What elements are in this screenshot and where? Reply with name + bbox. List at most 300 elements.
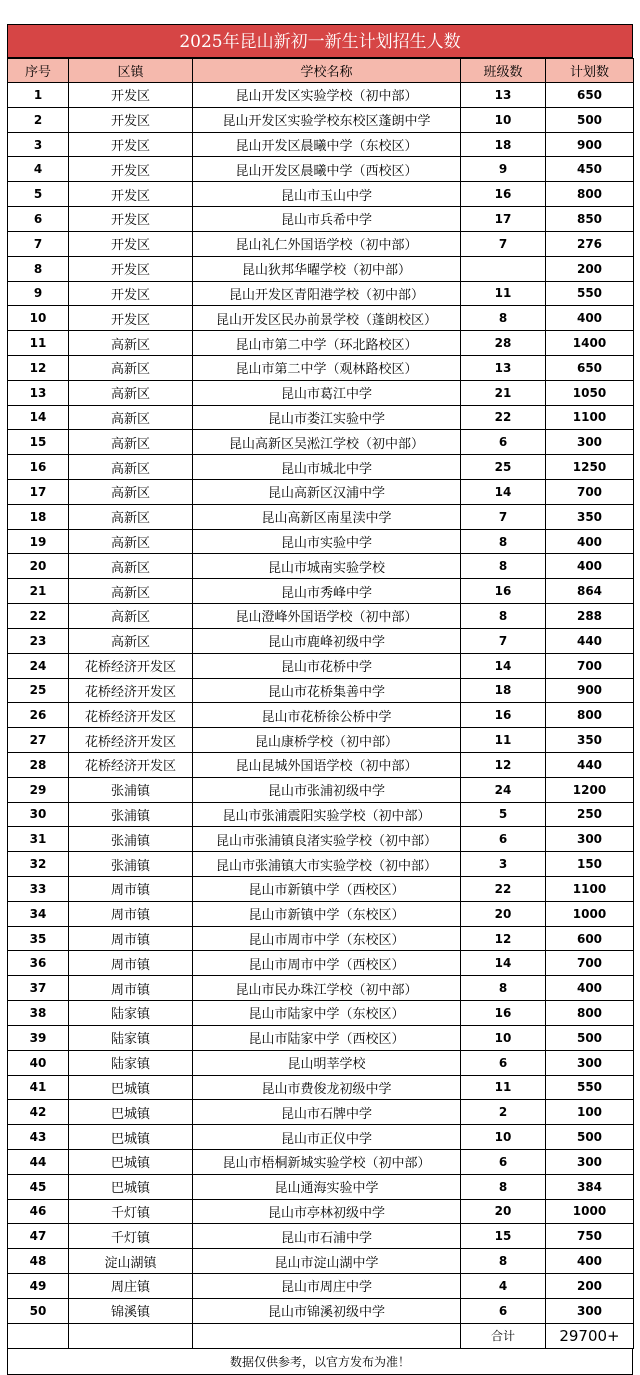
total-label: 合计 bbox=[461, 1323, 546, 1348]
cell-class-count: 22 bbox=[461, 405, 546, 430]
cell-plan-count: 440 bbox=[546, 752, 634, 777]
cell-class-count: 13 bbox=[461, 83, 546, 108]
cell-plan-count: 150 bbox=[546, 852, 634, 877]
cell-plan-count: 100 bbox=[546, 1100, 634, 1125]
cell-index: 40 bbox=[8, 1050, 69, 1075]
cell-plan-count: 276 bbox=[546, 231, 634, 256]
cell-class-count: 6 bbox=[461, 1298, 546, 1323]
table-row bbox=[8, 529, 634, 554]
cell-plan-count: 300 bbox=[546, 1298, 634, 1323]
cell-school-name: 昆山高新区汉浦中学 bbox=[193, 480, 461, 505]
cell-district: 锦溪镇 bbox=[69, 1298, 193, 1323]
cell-index: 28 bbox=[8, 752, 69, 777]
cell-school-name: 昆山高新区南星渎中学 bbox=[193, 504, 461, 529]
cell-index: 34 bbox=[8, 901, 69, 926]
cell-plan-count: 200 bbox=[546, 1274, 634, 1299]
cell-index: 13 bbox=[8, 380, 69, 405]
table-row bbox=[8, 281, 634, 306]
table-row bbox=[8, 405, 634, 430]
cell-class-count: 6 bbox=[461, 430, 546, 455]
cell-district: 花桥经济开发区 bbox=[69, 653, 193, 678]
cell-school-name: 昆山市陆家中学（西校区） bbox=[193, 1025, 461, 1050]
cell-plan-count: 400 bbox=[546, 1249, 634, 1274]
table-row bbox=[8, 1249, 634, 1274]
cell-class-count: 10 bbox=[461, 1125, 546, 1150]
cell-school-name: 昆山市正仪中学 bbox=[193, 1125, 461, 1150]
cell-school-name: 昆山市周市中学（东校区） bbox=[193, 926, 461, 951]
cell-class-count: 8 bbox=[461, 604, 546, 629]
cell-class-count: 7 bbox=[461, 231, 546, 256]
cell-district: 高新区 bbox=[69, 405, 193, 430]
cell-index: 32 bbox=[8, 852, 69, 877]
table-row bbox=[8, 852, 634, 877]
cell-class-count: 18 bbox=[461, 132, 546, 157]
cell-class-count: 20 bbox=[461, 901, 546, 926]
cell-plan-count: 400 bbox=[546, 529, 634, 554]
cell-plan-count: 250 bbox=[546, 802, 634, 827]
cell-index: 11 bbox=[8, 331, 69, 356]
cell-index: 23 bbox=[8, 628, 69, 653]
cell-plan-count: 350 bbox=[546, 504, 634, 529]
cell-district: 周市镇 bbox=[69, 951, 193, 976]
cell-class-count: 16 bbox=[461, 703, 546, 728]
cell-index: 22 bbox=[8, 604, 69, 629]
table-row bbox=[8, 1075, 634, 1100]
cell-district: 开发区 bbox=[69, 132, 193, 157]
cell-school-name: 昆山开发区实验学校东校区蓬朗中学 bbox=[193, 107, 461, 132]
cell-class-count: 12 bbox=[461, 752, 546, 777]
cell-district: 开发区 bbox=[69, 306, 193, 331]
total-value: 29700+ bbox=[546, 1323, 634, 1348]
cell-class-count: 25 bbox=[461, 455, 546, 480]
cell-school-name: 昆山市玉山中学 bbox=[193, 182, 461, 207]
cell-district: 陆家镇 bbox=[69, 1025, 193, 1050]
cell-index: 43 bbox=[8, 1125, 69, 1150]
cell-class-count: 20 bbox=[461, 1199, 546, 1224]
cell-index: 26 bbox=[8, 703, 69, 728]
cell-plan-count: 500 bbox=[546, 1125, 634, 1150]
cell-plan-count: 300 bbox=[546, 827, 634, 852]
cell-plan-count: 850 bbox=[546, 207, 634, 232]
cell-plan-count: 400 bbox=[546, 554, 634, 579]
cell-school-name: 昆山市秀峰中学 bbox=[193, 579, 461, 604]
table-row bbox=[8, 1199, 634, 1224]
cell-index: 1 bbox=[8, 83, 69, 108]
cell-index: 46 bbox=[8, 1199, 69, 1224]
table-row bbox=[8, 728, 634, 753]
cell-index: 31 bbox=[8, 827, 69, 852]
cell-school-name: 昆山市锦溪初级中学 bbox=[193, 1298, 461, 1323]
cell-district: 高新区 bbox=[69, 355, 193, 380]
cell-school-name: 昆山市花桥中学 bbox=[193, 653, 461, 678]
cell-class-count: 11 bbox=[461, 728, 546, 753]
cell-index: 3 bbox=[8, 132, 69, 157]
table-row bbox=[8, 207, 634, 232]
cell-district: 高新区 bbox=[69, 331, 193, 356]
cell-district: 花桥经济开发区 bbox=[69, 678, 193, 703]
cell-school-name: 昆山开发区实验学校（初中部） bbox=[193, 83, 461, 108]
cell-school-name: 昆山市张浦震阳实验学校（初中部） bbox=[193, 802, 461, 827]
cell-district: 巴城镇 bbox=[69, 1075, 193, 1100]
cell-index: 47 bbox=[8, 1224, 69, 1249]
cell-school-name: 昆山市花桥徐公桥中学 bbox=[193, 703, 461, 728]
table-row bbox=[8, 777, 634, 802]
cell-class-count: 13 bbox=[461, 355, 546, 380]
cell-index: 7 bbox=[8, 231, 69, 256]
table-row bbox=[8, 306, 634, 331]
cell-school-name: 昆山市民办珠江学校（初中部） bbox=[193, 976, 461, 1001]
cell-district: 巴城镇 bbox=[69, 1149, 193, 1174]
cell-class-count: 8 bbox=[461, 554, 546, 579]
cell-plan-count: 450 bbox=[546, 157, 634, 182]
cell-plan-count: 400 bbox=[546, 306, 634, 331]
cell-district: 花桥经济开发区 bbox=[69, 728, 193, 753]
table-row bbox=[8, 604, 634, 629]
cell-class-count: 22 bbox=[461, 877, 546, 902]
cell-class-count: 8 bbox=[461, 1174, 546, 1199]
cell-index: 12 bbox=[8, 355, 69, 380]
cell-index: 16 bbox=[8, 455, 69, 480]
footer-note: 数据仅供参考，以官方发布为准！ bbox=[7, 1349, 633, 1375]
cell-school-name: 昆山市城北中学 bbox=[193, 455, 461, 480]
cell-district: 陆家镇 bbox=[69, 1001, 193, 1026]
cell-index: 17 bbox=[8, 480, 69, 505]
table-row bbox=[8, 1298, 634, 1323]
cell-plan-count: 300 bbox=[546, 430, 634, 455]
cell-district: 高新区 bbox=[69, 455, 193, 480]
cell-plan-count: 500 bbox=[546, 107, 634, 132]
cell-district: 高新区 bbox=[69, 579, 193, 604]
cell-district: 巴城镇 bbox=[69, 1125, 193, 1150]
cell-plan-count: 500 bbox=[546, 1025, 634, 1050]
cell-class-count: 8 bbox=[461, 529, 546, 554]
cell-class-count: 18 bbox=[461, 678, 546, 703]
cell-plan-count: 1200 bbox=[546, 777, 634, 802]
table-row bbox=[8, 554, 634, 579]
table-row bbox=[8, 1125, 634, 1150]
table-row bbox=[8, 1149, 634, 1174]
cell-school-name: 昆山开发区民办前景学校（蓬朗校区） bbox=[193, 306, 461, 331]
cell-plan-count: 300 bbox=[546, 1050, 634, 1075]
cell-plan-count: 650 bbox=[546, 355, 634, 380]
cell-district: 开发区 bbox=[69, 182, 193, 207]
cell-index: 9 bbox=[8, 281, 69, 306]
cell-plan-count: 440 bbox=[546, 628, 634, 653]
cell-class-count: 9 bbox=[461, 157, 546, 182]
cell-district: 巴城镇 bbox=[69, 1174, 193, 1199]
table-row bbox=[8, 480, 634, 505]
cell-school-name: 昆山市鹿峰初级中学 bbox=[193, 628, 461, 653]
cell-school-name: 昆山昆城外国语学校（初中部） bbox=[193, 752, 461, 777]
table-row bbox=[8, 504, 634, 529]
cell-district: 淀山湖镇 bbox=[69, 1249, 193, 1274]
cell-index: 38 bbox=[8, 1001, 69, 1026]
cell-class-count: 8 bbox=[461, 1249, 546, 1274]
cell-school-name: 昆山市周市中学（西校区） bbox=[193, 951, 461, 976]
cell-class-count: 8 bbox=[461, 306, 546, 331]
cell-index: 36 bbox=[8, 951, 69, 976]
cell-school-name: 昆山明莘学校 bbox=[193, 1050, 461, 1075]
cell-district: 周市镇 bbox=[69, 901, 193, 926]
cell-index: 39 bbox=[8, 1025, 69, 1050]
sheet-title: 2025年昆山新初一新生计划招生人数 bbox=[7, 24, 633, 58]
cell-district: 巴城镇 bbox=[69, 1100, 193, 1125]
cell-class-count: 7 bbox=[461, 628, 546, 653]
cell-plan-count: 650 bbox=[546, 83, 634, 108]
cell-school-name: 昆山澄峰外国语学校（初中部） bbox=[193, 604, 461, 629]
cell-plan-count: 300 bbox=[546, 1149, 634, 1174]
table-row bbox=[8, 430, 634, 455]
cell-plan-count: 550 bbox=[546, 1075, 634, 1100]
cell-school-name: 昆山市石浦中学 bbox=[193, 1224, 461, 1249]
cell-index: 18 bbox=[8, 504, 69, 529]
header-class-count: 班级数 bbox=[461, 59, 546, 83]
cell-class-count: 28 bbox=[461, 331, 546, 356]
cell-district: 高新区 bbox=[69, 554, 193, 579]
cell-plan-count: 1050 bbox=[546, 380, 634, 405]
cell-index: 4 bbox=[8, 157, 69, 182]
cell-plan-count: 1000 bbox=[546, 1199, 634, 1224]
table-row bbox=[8, 107, 634, 132]
cell-school-name: 昆山市新镇中学（东校区） bbox=[193, 901, 461, 926]
cell-class-count bbox=[461, 256, 546, 281]
cell-school-name: 昆山市第二中学（观林路校区） bbox=[193, 355, 461, 380]
cell-district: 高新区 bbox=[69, 529, 193, 554]
cell-plan-count: 700 bbox=[546, 951, 634, 976]
cell-class-count: 11 bbox=[461, 1075, 546, 1100]
cell-district: 高新区 bbox=[69, 628, 193, 653]
cell-school-name: 昆山市石牌中学 bbox=[193, 1100, 461, 1125]
cell-school-name: 昆山市周庄中学 bbox=[193, 1274, 461, 1299]
cell-class-count: 17 bbox=[461, 207, 546, 232]
cell-class-count: 5 bbox=[461, 802, 546, 827]
cell-district: 高新区 bbox=[69, 380, 193, 405]
table-row bbox=[8, 951, 634, 976]
cell-district: 高新区 bbox=[69, 480, 193, 505]
cell-district: 张浦镇 bbox=[69, 777, 193, 802]
table-row bbox=[8, 1025, 634, 1050]
cell-plan-count: 550 bbox=[546, 281, 634, 306]
cell-index: 8 bbox=[8, 256, 69, 281]
cell-class-count: 21 bbox=[461, 380, 546, 405]
cell-school-name: 昆山市新镇中学（西校区） bbox=[193, 877, 461, 902]
cell-index: 2 bbox=[8, 107, 69, 132]
cell-class-count: 10 bbox=[461, 1025, 546, 1050]
cell-district: 开发区 bbox=[69, 83, 193, 108]
cell-school-name: 昆山市费俊龙初级中学 bbox=[193, 1075, 461, 1100]
cell-district: 周市镇 bbox=[69, 926, 193, 951]
table-row bbox=[8, 132, 634, 157]
enrollment-sheet bbox=[7, 24, 633, 1375]
table-body bbox=[8, 83, 634, 1324]
cell-district: 开发区 bbox=[69, 256, 193, 281]
table-row bbox=[8, 1274, 634, 1299]
cell-school-name: 昆山康桥学校（初中部） bbox=[193, 728, 461, 753]
cell-plan-count: 1100 bbox=[546, 877, 634, 902]
cell-school-name: 昆山市张浦初级中学 bbox=[193, 777, 461, 802]
cell-class-count: 14 bbox=[461, 653, 546, 678]
table-row bbox=[8, 182, 634, 207]
cell-class-count: 12 bbox=[461, 926, 546, 951]
table-row bbox=[8, 926, 634, 951]
cell-district: 花桥经济开发区 bbox=[69, 703, 193, 728]
cell-school-name: 昆山开发区晨曦中学（西校区） bbox=[193, 157, 461, 182]
cell-district: 千灯镇 bbox=[69, 1224, 193, 1249]
cell-plan-count: 1100 bbox=[546, 405, 634, 430]
cell-school-name: 昆山市第二中学（环北路校区） bbox=[193, 331, 461, 356]
cell-district: 花桥经济开发区 bbox=[69, 752, 193, 777]
table-row bbox=[8, 901, 634, 926]
cell-district: 周庄镇 bbox=[69, 1274, 193, 1299]
header-row bbox=[8, 59, 634, 83]
cell-index: 48 bbox=[8, 1249, 69, 1274]
cell-plan-count: 384 bbox=[546, 1174, 634, 1199]
cell-school-name: 昆山市葛江中学 bbox=[193, 380, 461, 405]
cell-index: 15 bbox=[8, 430, 69, 455]
cell-plan-count: 864 bbox=[546, 579, 634, 604]
cell-plan-count: 800 bbox=[546, 1001, 634, 1026]
cell-index: 24 bbox=[8, 653, 69, 678]
table-row bbox=[8, 703, 634, 728]
table-row bbox=[8, 83, 634, 108]
cell-class-count: 16 bbox=[461, 579, 546, 604]
cell-school-name: 昆山礼仁外国语学校（初中部） bbox=[193, 231, 461, 256]
cell-district: 开发区 bbox=[69, 107, 193, 132]
cell-district: 周市镇 bbox=[69, 877, 193, 902]
cell-index: 37 bbox=[8, 976, 69, 1001]
cell-plan-count: 200 bbox=[546, 256, 634, 281]
cell-district: 张浦镇 bbox=[69, 802, 193, 827]
cell-school-name: 昆山通海实验中学 bbox=[193, 1174, 461, 1199]
cell-plan-count: 600 bbox=[546, 926, 634, 951]
cell-index: 21 bbox=[8, 579, 69, 604]
cell-plan-count: 350 bbox=[546, 728, 634, 753]
cell-index: 6 bbox=[8, 207, 69, 232]
cell-district: 高新区 bbox=[69, 604, 193, 629]
table-row bbox=[8, 802, 634, 827]
cell-plan-count: 400 bbox=[546, 976, 634, 1001]
cell-district: 高新区 bbox=[69, 430, 193, 455]
cell-district: 陆家镇 bbox=[69, 1050, 193, 1075]
cell-index: 30 bbox=[8, 802, 69, 827]
cell-district: 开发区 bbox=[69, 281, 193, 306]
table-row bbox=[8, 1050, 634, 1075]
cell-plan-count: 288 bbox=[546, 604, 634, 629]
table-row bbox=[8, 1100, 634, 1125]
cell-index: 10 bbox=[8, 306, 69, 331]
table-row bbox=[8, 653, 634, 678]
cell-school-name: 昆山市花桥集善中学 bbox=[193, 678, 461, 703]
cell-class-count: 6 bbox=[461, 1050, 546, 1075]
header-index: 序号 bbox=[8, 59, 69, 83]
total-empty-cell bbox=[193, 1323, 461, 1348]
cell-plan-count: 800 bbox=[546, 182, 634, 207]
cell-class-count: 16 bbox=[461, 1001, 546, 1026]
cell-index: 5 bbox=[8, 182, 69, 207]
cell-school-name: 昆山狄邦华曜学校（初中部） bbox=[193, 256, 461, 281]
cell-plan-count: 800 bbox=[546, 703, 634, 728]
cell-index: 35 bbox=[8, 926, 69, 951]
cell-index: 44 bbox=[8, 1149, 69, 1174]
table-row bbox=[8, 579, 634, 604]
cell-index: 29 bbox=[8, 777, 69, 802]
table-row bbox=[8, 1224, 634, 1249]
cell-district: 开发区 bbox=[69, 207, 193, 232]
cell-district: 张浦镇 bbox=[69, 827, 193, 852]
table-row bbox=[8, 231, 634, 256]
cell-district: 开发区 bbox=[69, 157, 193, 182]
cell-class-count: 4 bbox=[461, 1274, 546, 1299]
cell-school-name: 昆山市陆家中学（东校区） bbox=[193, 1001, 461, 1026]
cell-index: 50 bbox=[8, 1298, 69, 1323]
table-row bbox=[8, 1001, 634, 1026]
table-row bbox=[8, 256, 634, 281]
table-row bbox=[8, 827, 634, 852]
cell-plan-count: 750 bbox=[546, 1224, 634, 1249]
enrollment-table bbox=[7, 58, 634, 1349]
cell-school-name: 昆山开发区青阳港学校（初中部） bbox=[193, 281, 461, 306]
cell-school-name: 昆山市娄江实验中学 bbox=[193, 405, 461, 430]
table-row bbox=[8, 331, 634, 356]
cell-plan-count: 1400 bbox=[546, 331, 634, 356]
cell-school-name: 昆山市实验中学 bbox=[193, 529, 461, 554]
cell-class-count: 14 bbox=[461, 951, 546, 976]
cell-plan-count: 700 bbox=[546, 653, 634, 678]
cell-class-count: 11 bbox=[461, 281, 546, 306]
cell-plan-count: 1000 bbox=[546, 901, 634, 926]
table-row bbox=[8, 355, 634, 380]
table-row bbox=[8, 455, 634, 480]
header-school-name: 学校名称 bbox=[193, 59, 461, 83]
cell-school-name: 昆山开发区晨曦中学（东校区） bbox=[193, 132, 461, 157]
cell-class-count: 8 bbox=[461, 976, 546, 1001]
cell-school-name: 昆山市梧桐新城实验学校（初中部） bbox=[193, 1149, 461, 1174]
table-row bbox=[8, 380, 634, 405]
cell-school-name: 昆山市张浦镇大市实验学校（初中部） bbox=[193, 852, 461, 877]
cell-school-name: 昆山高新区吴淞江学校（初中部） bbox=[193, 430, 461, 455]
cell-district: 张浦镇 bbox=[69, 852, 193, 877]
cell-index: 25 bbox=[8, 678, 69, 703]
cell-class-count: 16 bbox=[461, 182, 546, 207]
cell-district: 周市镇 bbox=[69, 976, 193, 1001]
total-empty-cell bbox=[69, 1323, 193, 1348]
header-district: 区镇 bbox=[69, 59, 193, 83]
cell-index: 20 bbox=[8, 554, 69, 579]
cell-class-count: 7 bbox=[461, 504, 546, 529]
total-row bbox=[8, 1323, 634, 1348]
cell-index: 45 bbox=[8, 1174, 69, 1199]
cell-plan-count: 700 bbox=[546, 480, 634, 505]
cell-school-name: 昆山市兵希中学 bbox=[193, 207, 461, 232]
table-row bbox=[8, 752, 634, 777]
cell-index: 19 bbox=[8, 529, 69, 554]
cell-class-count: 24 bbox=[461, 777, 546, 802]
table-row bbox=[8, 1174, 634, 1199]
cell-class-count: 14 bbox=[461, 480, 546, 505]
cell-class-count: 6 bbox=[461, 827, 546, 852]
cell-index: 42 bbox=[8, 1100, 69, 1125]
cell-class-count: 15 bbox=[461, 1224, 546, 1249]
table-row bbox=[8, 877, 634, 902]
cell-index: 41 bbox=[8, 1075, 69, 1100]
cell-school-name: 昆山市城南实验学校 bbox=[193, 554, 461, 579]
table-row bbox=[8, 157, 634, 182]
cell-plan-count: 900 bbox=[546, 678, 634, 703]
table-row bbox=[8, 628, 634, 653]
cell-plan-count: 1250 bbox=[546, 455, 634, 480]
cell-index: 49 bbox=[8, 1274, 69, 1299]
cell-class-count: 10 bbox=[461, 107, 546, 132]
